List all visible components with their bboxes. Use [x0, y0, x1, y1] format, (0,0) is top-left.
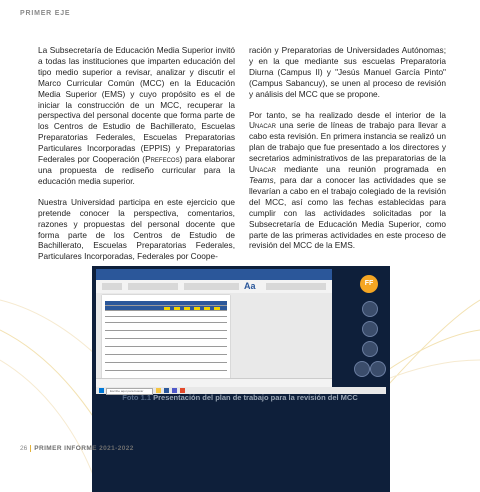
- unacar-smallcaps-1: Unacar: [249, 120, 276, 131]
- unacar-smallcaps-2: Unacar: [249, 164, 276, 175]
- left-paragraph-1: [38, 45, 235, 187]
- participant-avatar-ff: FF: [360, 275, 378, 293]
- left-column: [38, 45, 235, 272]
- word-status-bar: [96, 378, 332, 387]
- participant-avatar: [370, 361, 386, 377]
- caption-label: Foto 1.1: [122, 393, 152, 402]
- right-p2-d: , para dar a conocer las actividades que se llevarían a cabo en el trabajo colegiado de la revisión del MCC, así como las fechas establecidas para cumplir con las actividades solicitadas por la Subsecretaría de Educación Media Superior, como parte de las primeras actividades en este proceso de revisión del MCC de la EMS.: [249, 174, 446, 251]
- footer-separator: [30, 445, 31, 452]
- right-paragraph-2: [249, 110, 446, 252]
- participant-avatar: [362, 341, 378, 357]
- teams-meeting-photo: [92, 266, 390, 492]
- section-label: PRIMER EJE: [20, 10, 71, 17]
- right-p2-b: una serie de líneas de trabajo para llevar a cabo esta revisión. En primera instancia se realizó un plan de trabajo que fue presentado a los directores y secretarios administrativos de las preparatorias de la: [249, 120, 446, 164]
- participant-avatar: [362, 321, 378, 337]
- page-number: 26: [20, 445, 28, 453]
- participant-avatar: [354, 361, 370, 377]
- left-p1-text: La Subsecretaría de Educación Media Superior invitó a todas las instituciones que imparten educación del tipo medio superior a revisar, analizar y discutir el Marco Curricular Común (MCC) en la Educación Media Superior (EMS) y cuyo propósito es el de iniciar la construcción de un MCC, recuperar la perspectiva del personal docente que forma parte de los Centros de Estudio de Bachillerato, Escuelas Preparatorias Federales, Escuelas Preparatorias Particulares Incorporadas (EPPIS) y Preparatorias Federales por Cooperación (: [38, 45, 235, 165]
- styles-icon: Aa: [244, 281, 256, 291]
- caption-text: Presentación del plan de trabajo para la revisión del MCC: [151, 393, 358, 402]
- left-p1-end: ) para elaborar una propuesta de rediseño curricular para la educación media superior.: [38, 154, 235, 186]
- teams-participants-panel: [334, 269, 386, 387]
- right-p2-c: mediante una reunión programada en: [276, 164, 446, 175]
- word-ribbon: [96, 280, 332, 294]
- document-canvas: [96, 293, 332, 379]
- prefecos-smallcaps: Prefecos: [145, 154, 180, 165]
- right-paragraph-1: ración y Preparatorias de Universidades Autónomas; y en la que mediante sus escuelas Preparatoria Diurna (Campus II) y "Jesús Manuel García Pinto" (Campus Sabancuy), se unen al proceso de revisión y análisis del MCC que se propone.: [249, 45, 446, 99]
- report-title: PRIMER INFORME 2021-2022: [34, 445, 134, 453]
- left-paragraph-2: Nuestra Universidad participa en este ejercicio que pretende conocer la perspectiva, comentarios, razones y propuestas del personal docente que forma parte de los Centros de Estudio de Bachillerato, Escuelas Preparatorias Federales, Particulares Incorporadas, Federales por Coope-: [38, 196, 235, 262]
- teams-italic: Teams: [249, 174, 274, 185]
- figure-caption: [0, 393, 480, 402]
- document-page-table: [102, 295, 230, 379]
- right-p2-a: Por tanto, se ha realizado desde el interior de la: [249, 109, 446, 120]
- page-footer: [20, 445, 134, 452]
- word-window: [96, 269, 332, 387]
- taskbar-search-input: Escribe aquí para buscar: [106, 388, 153, 395]
- participant-avatar: [362, 301, 378, 317]
- right-column: [249, 45, 446, 261]
- body-text-columns: [38, 45, 445, 263]
